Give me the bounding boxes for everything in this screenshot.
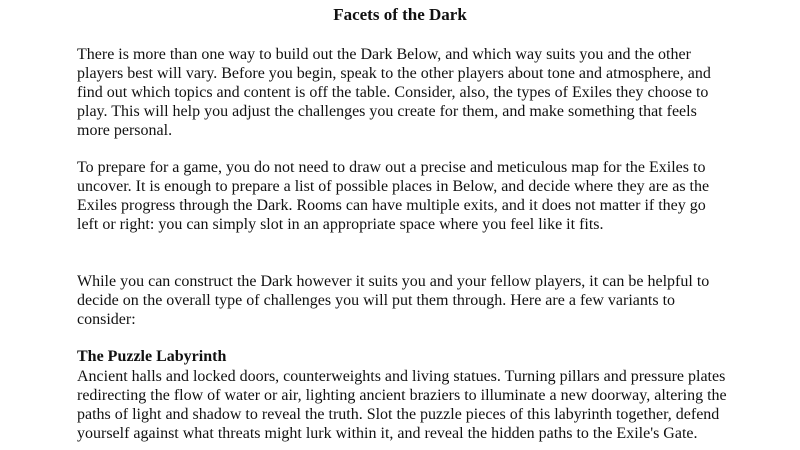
section-heading: The Puzzle Labyrinth [77, 348, 227, 365]
page-title: Facets of the Dark [333, 5, 467, 24]
section-paragraph: Ancient halls and locked doors, counterweights and living statues. Turning pillars and pressure plates redirecting the flow of water or air, lighting ancient braziers to illuminate a new doorway, altering the paths of light and shadow to reveal the truth. Slot the puzzle pieces of this labyrinth together, defend yourself against what threats might lurk within it, and reveal the hidden paths to the Exile's Gate. [77, 368, 727, 442]
intro-paragraph: There is more than one way to build out the Dark Below, and which way suits you and the other players best will vary. Before you begin, speak to the other players about tone and atmosphere, and find out which topics and content is off the table. Consider, also, the types of Exiles they choose to play. This will help you adjust the challenges you create for them, and make something that feels more personal. [77, 46, 711, 139]
variants-paragraph: While you can construct the Dark however it suits you and your fellow players, it can be helpful to decide on the overall type of challenges you will put them through. Here are a few variants to consider: [77, 273, 710, 328]
preparation-paragraph: To prepare for a game, you do not need to draw out a precise and meticulous map for the Exiles to uncover. It is enough to prepare a list of possible places in Below, and decide where they are as the Exiles progress through the Dark. Rooms can have multiple exits, and it does not matter if they go left or right: you can simply slot in an appropriate space where you feel like it fits. [77, 159, 710, 233]
